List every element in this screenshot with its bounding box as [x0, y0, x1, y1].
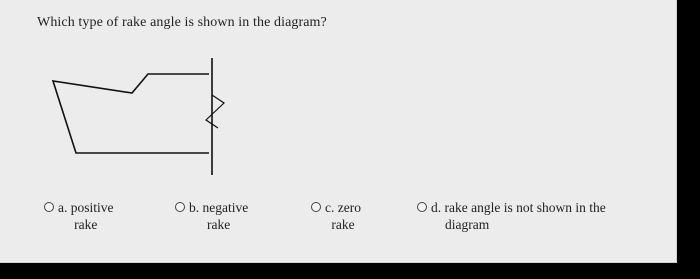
option-d-label: d. rake angle is not shown in the diagram	[431, 200, 606, 232]
option-b-negative-rake[interactable]	[175, 199, 248, 233]
option-a-radio[interactable]	[44, 202, 54, 212]
option-c-radio[interactable]	[311, 202, 321, 212]
option-b-label: b. negative rake	[189, 200, 249, 232]
option-a-positive-rake[interactable]	[44, 199, 114, 233]
option-a-label: a. positive rake	[58, 200, 114, 232]
option-d-radio[interactable]	[417, 202, 427, 212]
option-c-label: c. zero rake	[325, 200, 361, 232]
option-c-zero-rake[interactable]	[311, 199, 361, 233]
option-b-radio[interactable]	[175, 202, 185, 212]
question-text: Which type of rake angle is shown in the diagram?	[37, 15, 327, 30]
option-d-not-shown[interactable]	[417, 199, 606, 233]
